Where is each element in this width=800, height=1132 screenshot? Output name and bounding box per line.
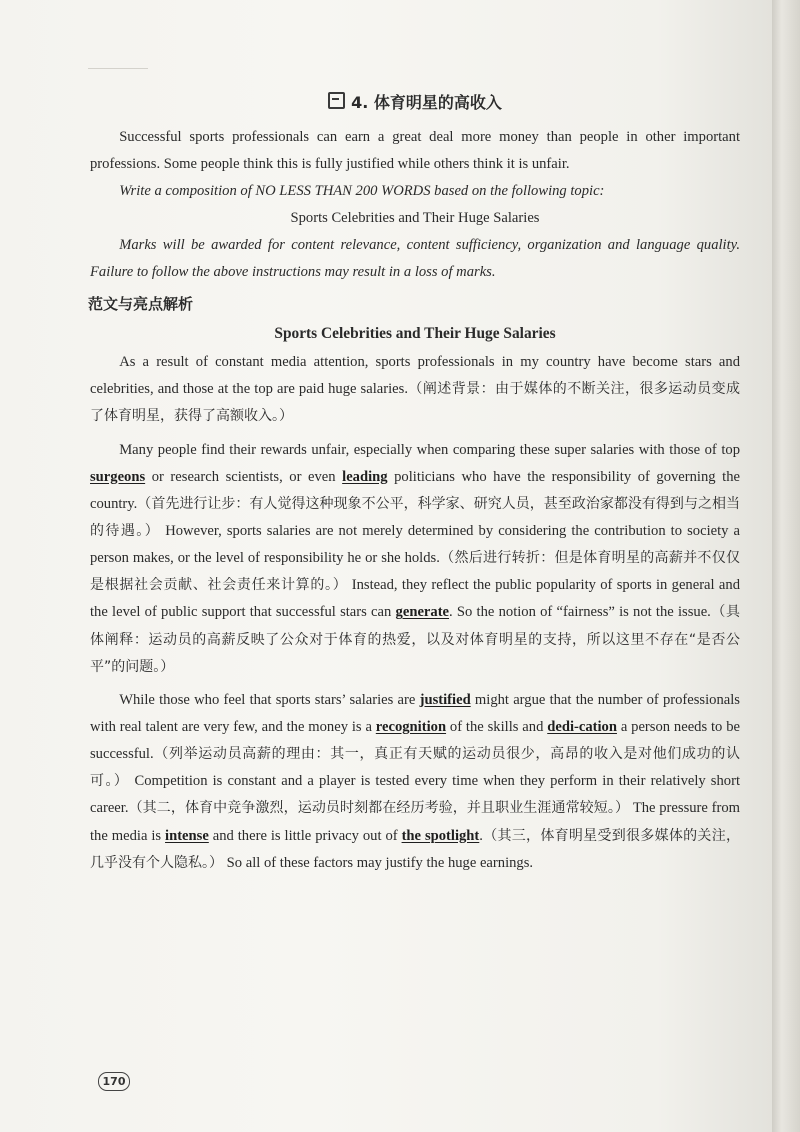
bleed-through-text <box>88 60 148 69</box>
prompt-topic: Sports Celebrities and Their Huge Salaries <box>290 210 540 227</box>
section-title: 4. 体育明星的高收入 <box>90 88 740 118</box>
prompt-instruction: Write a composition of NO LESS THAN 200 WORDS based on the following topic: <box>119 183 605 200</box>
book-spine <box>772 0 800 1132</box>
keyword-dedication: dedi-cation <box>547 718 617 735</box>
keyword-surgeons: surgeons <box>90 468 146 485</box>
essay-paragraph-1: As a result of constant media attention, sports professionals in my country have become stars and celebrities, and those at the top are paid huge salaries.（阐述背景：由于媒体的不断关注，很多运动员变成了体育明星，获得了高额收入。） <box>90 354 741 425</box>
prompt-intro: Successful sports professionals can earn a great deal more money than people in other important professions. Some people think this is fully justified while others think it is unfair. <box>90 128 740 172</box>
analysis-heading: 范文与亮点解析 <box>88 294 194 313</box>
section-icon <box>328 92 345 109</box>
keyword-intense: intense <box>165 827 209 844</box>
essay-paragraph-3: While those who feel that sports stars’ salaries are justified might argue that the number of professionals with real talent are very few, and the money is a recognition of the skills and dedi-cation a person needs to be successful.（列举运动员高薪的理由：其一，真正有天赋的运动员很少，高昂的收入是对他们成功的认可。） Competition is constant and a player is tested every time when they perform in their relatively short career.（其二，体育中竞争激烈，运动员时刻都在经历考验，并且职业生涯通常较短。） The pressure from the media is intense and there is little privacy out of the spotlight.（其三，体育明星受到很多媒体的关注，几乎没有个人隐私。） So all of these factors may justify the huge earnings. <box>90 691 741 871</box>
page-number: 170 <box>98 1072 130 1091</box>
keyword-recognition: recognition <box>375 718 447 735</box>
prompt-marks: Marks will be awarded for content relevance, content sufficiency, organization and language quality. Failure to follow the above instructions may result in a loss of marks. <box>90 237 740 281</box>
essay-title: Sports Celebrities and Their Huge Salaries <box>274 325 556 343</box>
keyword-generate: generate <box>395 604 450 621</box>
keyword-leading: leading <box>342 468 388 485</box>
page-content <box>90 88 740 877</box>
keyword-spotlight: the spotlight <box>401 827 480 844</box>
essay-paragraph-2: Many people find their rewards unfair, especially when comparing these super salaries with those of top surgeons or research scientists, or even leading politicians who have the responsibility of governing the country.（首先进行让步：有人觉得这种现象不公平，科学家、研究人员，甚至政治家都没有得到与之相当的待遇。） However, sports salaries are not merely determined by considering the contribution to society a person makes, or the level of responsibility he or she holds.（然后进行转折：但是体育明星的高薪并不仅仅是根据社会贡献、社会责任来计算的。） Instead, they reflect the public popularity of sports in general and the level of public support that successful stars can generate. So the notion of “fairness” is not the issue.（具体阐释：运动员的高薪反映了公众对于体育的热爱，以及对体育明星的支持，所以这里不存在“是否公平”的问题。） <box>90 441 741 675</box>
keyword-justified: justified <box>419 691 471 708</box>
